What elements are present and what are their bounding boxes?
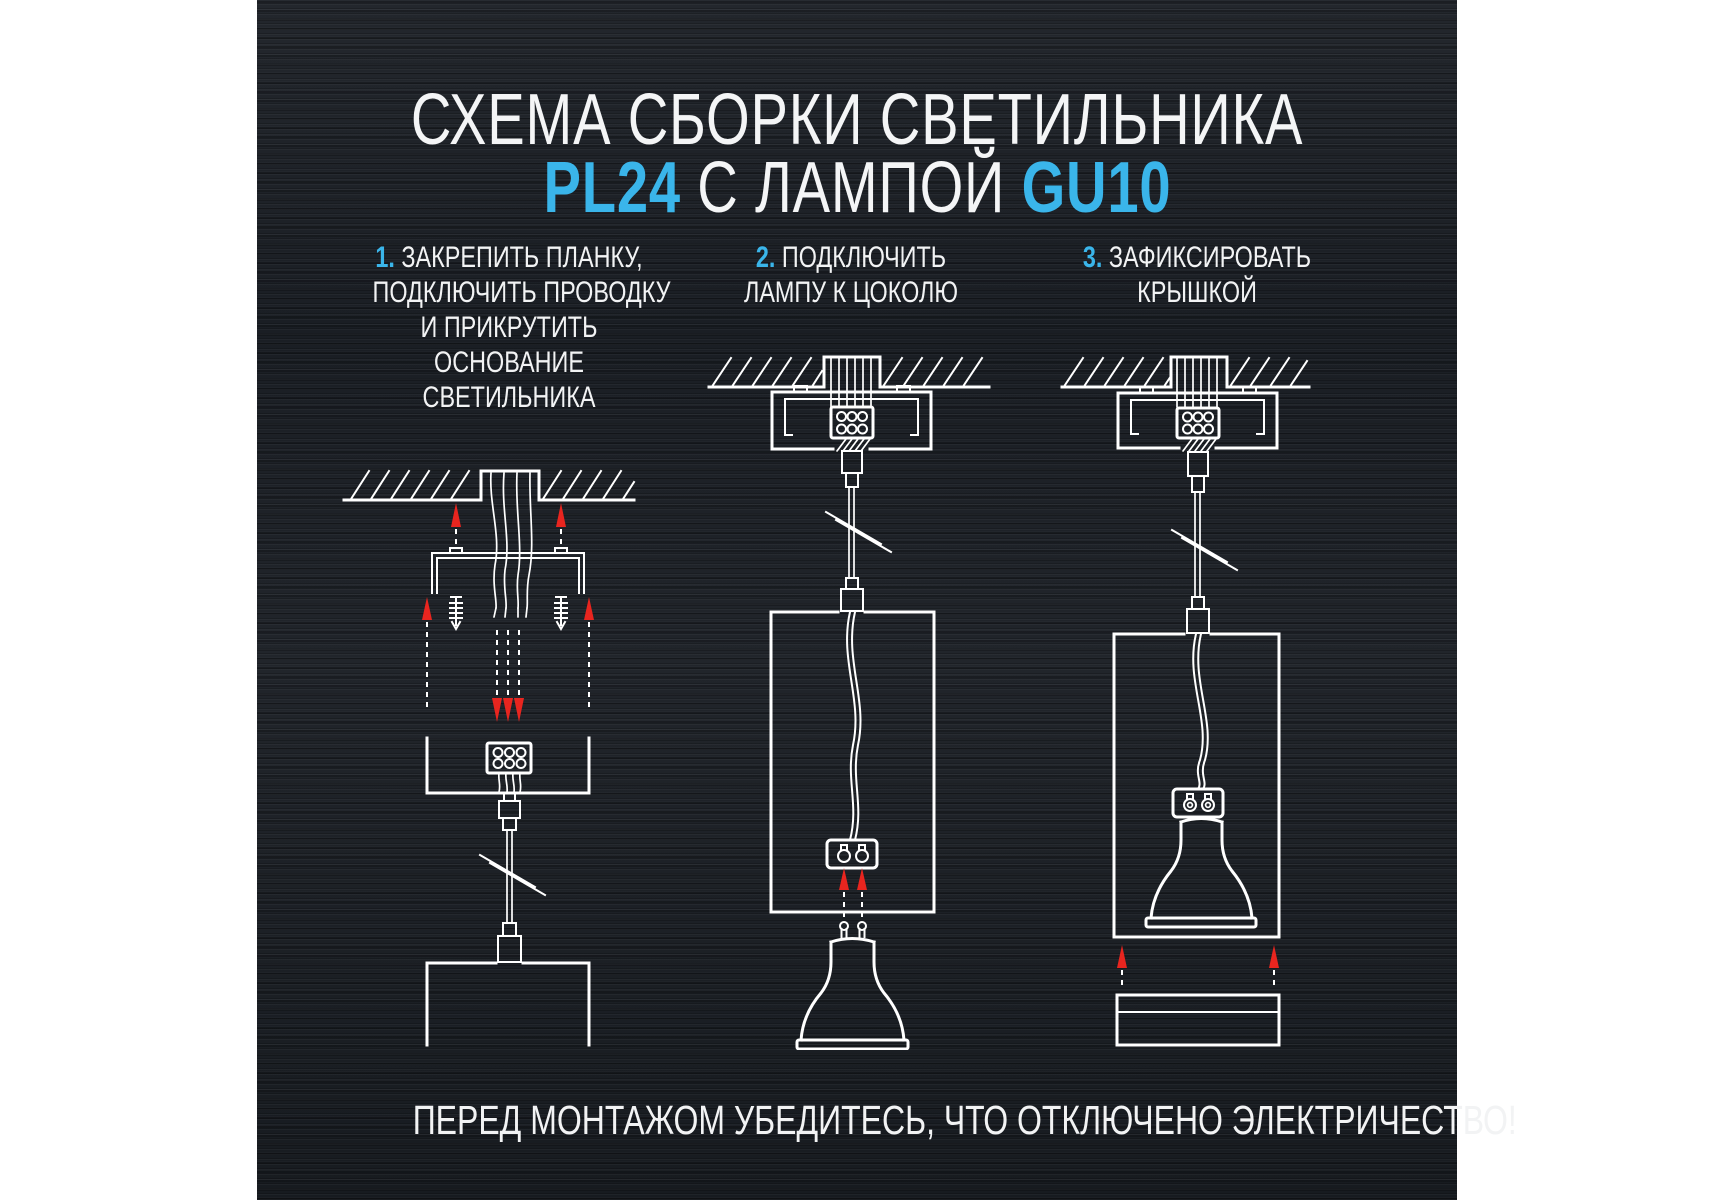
cable-break-icon	[826, 487, 891, 578]
step3-diagram	[1027, 350, 1367, 1055]
cable-break-icon	[1172, 492, 1237, 597]
terminal-block-icon	[487, 743, 531, 792]
direction-arrow-icon	[451, 503, 566, 545]
direction-arrow-icon	[422, 597, 594, 722]
gu10-lamp-icon	[797, 922, 908, 1049]
cable-break-icon	[480, 830, 545, 923]
screw-icon	[450, 597, 567, 629]
safety-warning: ПЕРЕД МОНТАЖОМ УБЕДИТЕСЬ, ЧТО ОТКЛЮЧЕНО ЭЛЕКТРИЧЕСТВО!	[412, 1097, 1517, 1143]
lamp-base-icon	[427, 738, 589, 793]
direction-arrow-icon	[839, 868, 867, 922]
cord-grip-icon	[842, 451, 862, 487]
lamp-housing-icon	[1114, 634, 1279, 937]
poster-title-line1: СХЕМА СБОРКИ СВЕТИЛЬНИКА	[410, 80, 1304, 160]
model-code: PL24	[543, 148, 681, 228]
cord-grip-icon	[1187, 597, 1209, 633]
assembly-poster	[257, 0, 1517, 1200]
step2-caption: 2. ПОДКЛЮЧИТЬ ЛАМПУ К ЦОКОЛЮ	[743, 241, 959, 309]
poster-title-line2	[257, 148, 1457, 228]
cord-grip-icon	[498, 923, 521, 962]
ceiling-hatch-icon	[709, 357, 989, 387]
socket-icon	[1173, 789, 1223, 817]
terminal-block-icon	[831, 407, 873, 451]
cord-grip-icon	[841, 578, 863, 611]
mounting-bracket-icon	[432, 548, 584, 593]
step1-number: 1.	[375, 241, 395, 274]
ceiling-hatch-icon	[344, 471, 634, 500]
terminal-block-icon	[1177, 408, 1219, 451]
wires-icon	[491, 473, 532, 617]
step1-caption: 1. ЗАКРЕПИТЬ ПЛАНКУ, ПОДКЛЮЧИТЬ ПРОВОДКУ И ПРИКРУТИТЬ ОСНОВАНИЕ СВЕТИЛЬНИКА	[372, 241, 671, 414]
step2-number: 2.	[755, 241, 776, 274]
step1-diagram	[339, 465, 679, 1055]
cord-grip-icon	[1188, 452, 1208, 492]
cord-grip-icon	[499, 793, 520, 830]
direction-arrow-icon	[1117, 945, 1279, 986]
step2-diagram	[681, 350, 1021, 1055]
cover-icon	[1117, 995, 1279, 1045]
lamp-code: GU10	[1021, 148, 1171, 228]
step3-caption: 3. ЗАФИКСИРОВАТЬ КРЫШКОЙ	[1082, 241, 1312, 309]
lamp-housing-icon	[427, 963, 589, 1045]
title-middle-text: С ЛАМПОЙ	[680, 148, 1022, 228]
step3-number: 3.	[1082, 241, 1103, 274]
socket-icon	[827, 840, 877, 868]
gu10-lamp-icon	[1146, 819, 1256, 928]
